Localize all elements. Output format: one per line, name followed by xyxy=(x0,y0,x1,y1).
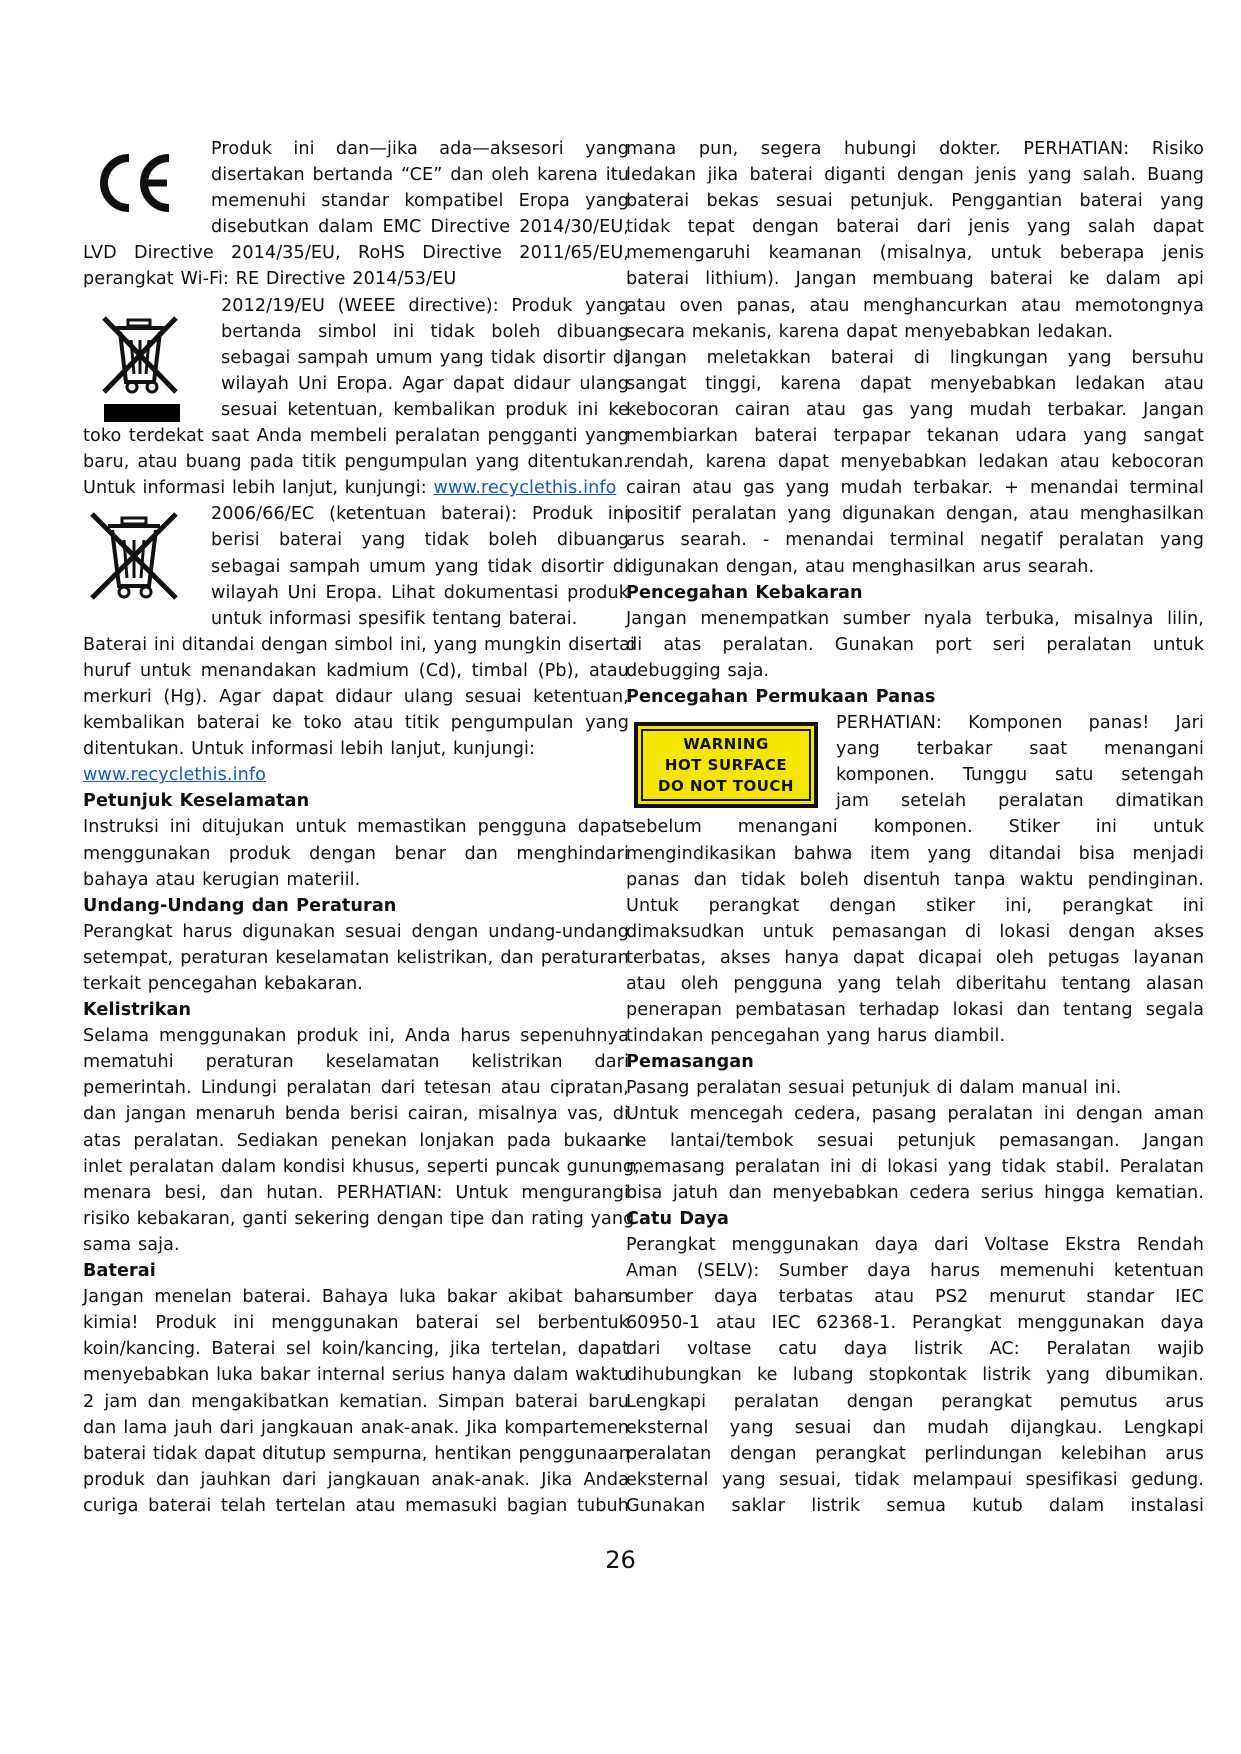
text-line-content: rendah, karena dapat menyebabkan ledakan atau kebocoran xyxy=(626,452,1204,473)
text-line-content: inlet peralatan dalam kondisi khusus, seperti puncak gunung, xyxy=(83,1156,640,1177)
text-line-content: eksternal yang sesuai dan mudah dijangkau. Lengkapi xyxy=(626,1417,1204,1438)
text-line-content: digunakan dengan, atau menghasilkan arus searah. xyxy=(626,556,1095,577)
text-line xyxy=(626,1441,1204,1467)
text-line xyxy=(626,1389,1204,1415)
text-line xyxy=(626,841,1204,867)
text-line-content: Perangkat menggunakan daya dari Voltase Ekstra Rendah xyxy=(626,1234,1204,1255)
text-line xyxy=(83,1128,629,1154)
text-line-content: Pencegahan Permukaan Panas xyxy=(626,686,936,707)
text-line xyxy=(83,658,629,684)
text-line xyxy=(83,841,629,867)
text-line-content: Produk ini dan—jika ada—aksesori yang xyxy=(211,139,629,159)
text-line-content: di atas peralatan. Gunakan port seri peralatan untuk xyxy=(626,634,1204,655)
text-line-content: Kelistrikan xyxy=(83,1000,192,1021)
text-line xyxy=(626,893,1204,919)
text-line xyxy=(83,1362,629,1388)
text-line-content: arus searah. - menandai terminal negatif peralatan yang xyxy=(626,530,1204,551)
text-line-content: positif peralatan yang digunakan dengan, atau menghasilkan xyxy=(626,504,1204,525)
text-line xyxy=(626,658,1204,684)
text-line xyxy=(83,214,629,240)
text-line xyxy=(83,736,629,762)
text-line-content: baterai tidak dapat ditutup sempurna, hentikan penggunaan xyxy=(83,1443,630,1464)
text-line-content: LVD Directive 2014/35/EU, RoHS Directive 2011/65/EU, xyxy=(83,243,629,264)
text-line-content: Perangkat harus digunakan sesuai dengan undang-undang xyxy=(83,921,629,942)
text-line-content: kembalikan baterai ke toko atau titik pengumpulan yang xyxy=(83,713,629,734)
text-line-content: penerapan pembatasan terhadap lokasi dan tentang segala xyxy=(626,1000,1204,1021)
text-line-content: dihubungkan ke lubang stopkontak listrik yang dibumikan. xyxy=(626,1365,1204,1386)
text-line-content: sama saja. xyxy=(83,1234,180,1255)
text-line-content: panas dan tidak boleh disentuh tanpa waktu pendinginan. xyxy=(626,869,1204,890)
battery-crossed-bin-icon xyxy=(86,510,182,602)
text-line-content: sesuai ketentuan, kembalikan produk ini ke xyxy=(221,399,629,420)
text-line-content: produk dan jauhkan dari jangkauan anak-anak. Jika Anda xyxy=(83,1469,629,1490)
text-line-content: atau oven panas, atau menghancurkan atau memotongnya xyxy=(626,295,1204,316)
text-line-content: 2012/19/EU (WEEE directive): Produk yang xyxy=(221,295,629,316)
warning-sign-line-3: DO NOT TOUCH xyxy=(658,776,794,795)
text-line-content: terbatas, akses hanya dapat dicapai oleh petugas layanan xyxy=(626,947,1204,968)
text-line-content: dan jangan menaruh benda berisi cairan, misalnya vas, di xyxy=(83,1104,629,1125)
text-line xyxy=(626,1467,1204,1493)
text-line xyxy=(83,1389,629,1415)
text-line xyxy=(83,945,629,971)
right-column xyxy=(626,136,1204,1519)
text-line-content: ditentukan. Untuk informasi lebih lanjut, kunjungi: xyxy=(83,739,535,760)
text-line-content: dari voltase catu daya listrik AC: Peralatan wajib xyxy=(626,1339,1204,1360)
text-line xyxy=(626,162,1204,188)
text-line xyxy=(83,971,629,997)
text-line xyxy=(626,266,1204,292)
text-line-content: bertanda simbol ini tidak boleh dibuang xyxy=(221,321,629,342)
text-line xyxy=(626,1154,1204,1180)
text-line xyxy=(83,632,635,658)
text-line-content: ke lantai/tembok sesuai petunjuk pemasangan. Jangan xyxy=(626,1130,1204,1151)
text-line-content: ledakan jika baterai diganti dengan jenis yang salah. Buang xyxy=(626,165,1204,186)
text-line-content: atau oleh pengguna yang telah diberitahu tentang alasan xyxy=(626,974,1204,994)
text-line xyxy=(83,1206,635,1232)
text-line-content: koin/kancing. Baterai sel koin/kancing, jika tertelan, dapat xyxy=(83,1339,629,1360)
text-line-content: secara mekanis, karena dapat menyebabkan ledakan. xyxy=(626,321,1114,342)
text-line xyxy=(626,240,1204,266)
text-line xyxy=(83,475,629,501)
text-line xyxy=(626,423,1204,449)
text-line-content: memenuhi standar kompatibel Eropa yang xyxy=(211,191,629,212)
text-line-content: Gunakan saklar listrik semua kutub dalam instalasi xyxy=(626,1495,1204,1516)
text-line-content: bisa jatuh dan menyebabkan cedera serius hingga kematian. xyxy=(626,1182,1204,1203)
text-line-content: yang terbakar saat menangani xyxy=(836,739,1204,760)
text-line-content: Pencegahan Kebakaran xyxy=(626,582,863,603)
text-line xyxy=(626,1284,1204,1310)
text-line-content: Untuk informasi lebih lanjut, kunjungi: xyxy=(83,478,434,499)
text-line-content: baterai lithium). Jangan membuang baterai ke dalam api xyxy=(626,269,1204,290)
text-line-content: Untuk perangkat dengan stiker ini, perangkat ini xyxy=(626,895,1204,916)
section-heading xyxy=(626,684,1204,710)
text-line xyxy=(626,1232,1204,1258)
text-line xyxy=(626,136,1204,162)
text-line-content: Lengkapi peralatan dengan perangkat pemutus arus xyxy=(626,1391,1204,1412)
text-line-content: PERHATIAN: Komponen panas! Jari xyxy=(836,713,1204,734)
text-line-content: Undang-Undang dan Peraturan xyxy=(83,895,397,916)
text-line xyxy=(626,1128,1204,1154)
warning-sign-line-2: HOT SURFACE xyxy=(664,755,788,774)
text-line xyxy=(83,1467,629,1493)
recycle-link[interactable]: www.recyclethis.info xyxy=(433,478,617,499)
text-line-content: Catu Daya xyxy=(626,1208,730,1229)
text-line-content: Untuk mencegah cedera, pasang peralatan ini dengan aman xyxy=(626,1104,1204,1125)
text-line xyxy=(626,997,1204,1023)
text-line xyxy=(83,1180,629,1206)
text-line-content: setempat, peraturan keselamatan kelistrikan, dan peraturan xyxy=(83,947,629,968)
text-line xyxy=(626,1075,1204,1101)
text-line xyxy=(626,1493,1204,1519)
text-line-content: Pasang peralatan sesuai petunjuk di dalam manual ini. xyxy=(626,1078,1122,1099)
text-line xyxy=(83,1336,629,1362)
text-line xyxy=(626,1362,1204,1388)
text-line xyxy=(626,188,1204,214)
text-line-content: wilayah Uni Eropa. Lihat dokumentasi produk xyxy=(211,582,629,603)
text-line-content: huruf untuk menandakan kadmium (Cd), timbal (Pb), atau xyxy=(83,660,629,681)
section-heading xyxy=(83,997,629,1023)
text-line-content: cairan atau gas yang mudah terbakar. + menandai terminal xyxy=(626,478,1204,499)
text-line xyxy=(83,266,629,292)
hot-surface-warning-sign xyxy=(634,722,818,808)
text-line xyxy=(83,1310,629,1336)
text-line-content: Jangan menelan baterai. Bahaya luka bakar akibat bahan xyxy=(83,1287,629,1308)
text-line-content: 2006/66/EC (ketentuan baterai): Produk ini xyxy=(211,504,629,525)
ce-mark-icon xyxy=(93,150,177,216)
text-line xyxy=(83,1415,629,1441)
text-line-content: disertakan bertanda “CE” dan oleh karena itu xyxy=(211,165,629,186)
text-line-content: eksternal yang sesuai, tidak melampaui spesifikasi gedung. xyxy=(626,1469,1204,1490)
text-line-content: risiko kebakaran, ganti sekering dengan tipe dan rating yang xyxy=(83,1208,635,1229)
text-line-content: sebagai sampah umum yang tidak disortir di xyxy=(221,347,629,368)
warning-sign-line-1: WARNING xyxy=(683,734,769,753)
text-line xyxy=(83,762,629,788)
page-number: 26 xyxy=(605,1546,636,1574)
text-line-content: kebocoran cairan atau gas yang mudah terbakar. Jangan xyxy=(626,399,1204,420)
text-line xyxy=(626,501,1204,527)
text-line-content: jam setelah peralatan dimatikan xyxy=(836,791,1204,812)
text-line xyxy=(83,684,629,710)
text-line-content: wilayah Uni Eropa. Agar dapat didaur ulang xyxy=(221,373,629,394)
text-line-content: curiga baterai telah tertelan atau memasuki bagian tubuh xyxy=(83,1495,629,1516)
text-line xyxy=(83,1023,629,1049)
text-line xyxy=(626,867,1204,893)
text-line-content: berisi baterai yang tidak boleh dibuang xyxy=(211,530,629,551)
text-line-content: pemerintah. Lindungi peralatan dari tetesan atau cipratan, xyxy=(83,1078,629,1099)
text-line-content: Baterai ini ditandai dengan simbol ini, yang mungkin disertai xyxy=(83,634,635,655)
text-line-content: membiarkan baterai terpapar tekanan udara yang sangat xyxy=(626,426,1204,447)
text-line-content: Pemasangan xyxy=(626,1052,754,1073)
text-line xyxy=(83,1154,640,1180)
text-line xyxy=(83,1441,629,1467)
text-line xyxy=(626,1310,1204,1336)
text-line-content: memasang peralatan ini di lokasi yang tidak stabil. Peralatan xyxy=(626,1156,1204,1177)
text-line-content: tidak tepat dengan baterai dari jenis yang salah dapat xyxy=(626,217,1204,238)
text-line-content: tindakan pencegahan yang harus diambil. xyxy=(626,1026,1006,1047)
text-line-content: Baterai xyxy=(83,1261,156,1282)
text-line-content: menggunakan produk dengan benar dan menghindari xyxy=(83,843,629,864)
text-line xyxy=(83,1284,629,1310)
section-heading xyxy=(626,1049,1204,1075)
section-heading xyxy=(83,1258,629,1284)
text-line xyxy=(626,345,1204,371)
text-line-content: sumber daya terbatas atau PS2 menurut standar IEC xyxy=(626,1287,1204,1308)
text-line xyxy=(626,554,1204,580)
text-line xyxy=(83,867,629,893)
text-line-content: dimaksudkan untuk pemasangan di lokasi dengan akses xyxy=(626,921,1204,942)
section-heading xyxy=(626,1206,1204,1232)
text-line xyxy=(626,475,1204,501)
text-line xyxy=(626,1180,1204,1206)
text-line xyxy=(626,1415,1204,1441)
text-line-content: bahaya atau kerugian materiil. xyxy=(83,869,361,890)
text-line-content: Selama menggunakan produk ini, Anda harus sepenuhnya xyxy=(83,1026,629,1047)
text-line-content: 2 jam dan mengakibatkan kematian. Simpan baterai baru xyxy=(83,1391,629,1412)
text-line xyxy=(626,1101,1204,1127)
text-line xyxy=(626,1258,1204,1284)
text-line xyxy=(83,449,629,475)
text-line xyxy=(626,214,1204,240)
text-line-content: atas peralatan. Sediakan penekan lonjakan pada bukaan xyxy=(83,1130,629,1151)
text-line-content: merkuri (Hg). Agar dapat didaur ulang sesuai ketentuan, xyxy=(83,686,629,707)
text-line-content: Aman (SELV): Sumber daya harus memenuhi ketentuan xyxy=(626,1261,1204,1282)
text-line xyxy=(626,319,1204,345)
text-line-content: toko terdekat saat Anda membeli peralatan pengganti yang xyxy=(83,426,629,447)
text-line-content: debugging saja. xyxy=(626,660,770,681)
text-line-content: Jangan menempatkan sumber nyala terbuka, misalnya lilin, xyxy=(626,608,1204,629)
text-line-content: sangat tinggi, karena dapat menyebabkan ledakan atau xyxy=(626,373,1204,394)
text-line-content: untuk informasi spesifik tentang baterai. xyxy=(211,608,578,629)
text-line xyxy=(83,1101,629,1127)
text-line xyxy=(626,945,1204,971)
text-line-content: baru, atau buang pada titik pengumpulan yang ditentukan. xyxy=(83,452,629,473)
text-line-content: menyebabkan luka bakar internal serius hanya dalam waktu xyxy=(83,1365,629,1386)
text-line xyxy=(626,1023,1204,1049)
text-line-content: komponen. Tunggu satu setengah xyxy=(836,765,1204,786)
text-line xyxy=(83,423,629,449)
text-line xyxy=(83,919,629,945)
text-line xyxy=(83,814,629,840)
text-line-content: sebagai sampah umum yang tidak disortir di xyxy=(211,556,629,577)
text-line xyxy=(83,240,629,266)
text-line xyxy=(626,814,1204,840)
text-line xyxy=(626,606,1204,632)
text-line xyxy=(626,397,1204,423)
text-line xyxy=(626,1336,1204,1362)
text-line xyxy=(83,1049,629,1075)
text-line-content: peralatan dengan perangkat perlindungan kelebihan arus xyxy=(626,1443,1204,1464)
text-line xyxy=(626,371,1204,397)
text-line xyxy=(83,710,629,736)
weee-bar-icon xyxy=(104,404,180,422)
text-line-content: Petunjuk Keselamatan xyxy=(83,791,310,812)
text-line xyxy=(626,449,1204,475)
section-heading xyxy=(626,580,1204,606)
text-line-content: dan lama jauh dari jangkauan anak-anak. Jika kompartemen xyxy=(83,1417,629,1438)
text-line-content: Jangan meletakkan baterai di lingkungan yang bersuhu xyxy=(626,347,1204,368)
text-line-content: mematuhi peraturan keselamatan kelistrikan dari xyxy=(83,1052,629,1073)
text-line-content: mengindikasikan bahwa item yang ditandai bisa menjadi xyxy=(626,843,1204,864)
text-line-content: kimia! Produk ini menggunakan baterai sel berbentuk xyxy=(83,1313,629,1334)
text-line-content: memengaruhi keamanan (misalnya, untuk beberapa jenis xyxy=(626,243,1204,264)
text-line-content: sebelum menangani komponen. Stiker ini untuk xyxy=(626,817,1204,838)
text-line xyxy=(626,293,1204,319)
recycle-link[interactable]: www.recyclethis.info xyxy=(83,765,266,786)
text-line xyxy=(83,606,629,632)
text-line xyxy=(626,527,1204,553)
text-line-content: perangkat Wi-Fi: RE Directive 2014/53/EU xyxy=(83,269,457,290)
text-line-content: disebutkan dalam EMC Directive 2014/30/EU, xyxy=(211,217,629,238)
weee-crossed-bin-icon xyxy=(98,314,182,396)
section-heading xyxy=(83,788,629,814)
text-line-content: Instruksi ini ditujukan untuk memastikan pengguna dapat xyxy=(83,817,629,838)
text-line-content: baterai bekas sesuai petunjuk. Penggantian baterai yang xyxy=(626,191,1204,212)
text-line xyxy=(626,632,1204,658)
text-line xyxy=(83,1075,629,1101)
text-line-content: mana pun, segera hubungi dokter. PERHATIAN: Risiko xyxy=(626,139,1204,159)
text-line-content: terkait pencegahan kebakaran. xyxy=(83,974,363,994)
text-line xyxy=(83,1232,629,1258)
text-line xyxy=(626,919,1204,945)
text-line xyxy=(83,1493,629,1519)
section-heading xyxy=(83,893,629,919)
text-line xyxy=(626,971,1204,997)
text-line-content: 60950-1 atau IEC 62368-1. Perangkat menggunakan daya xyxy=(626,1313,1204,1334)
text-line-content: menara besi, dan hutan. PERHATIAN: Untuk mengurangi xyxy=(83,1182,629,1203)
